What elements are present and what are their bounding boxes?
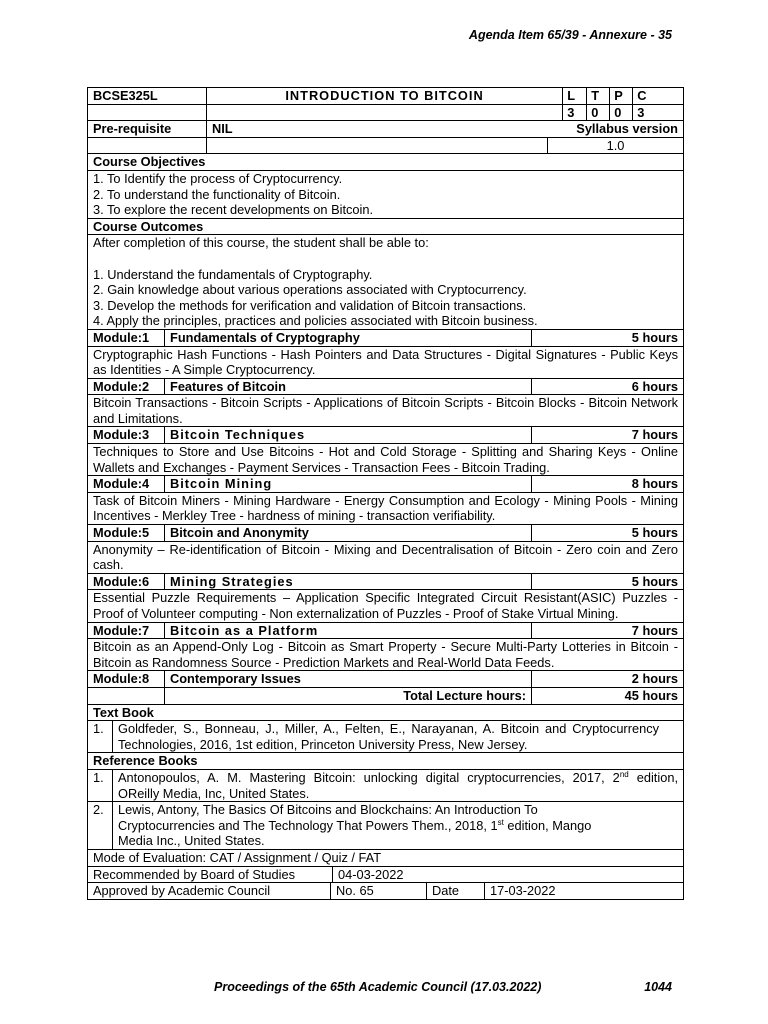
empty-cell: [88, 138, 206, 154]
board-date: 04-03-2022: [332, 867, 683, 883]
module-hours: 5 hours: [531, 330, 683, 346]
council-date-label: Date: [426, 883, 484, 899]
textbook-item-text: Goldfeder, S., Bonneau, J., Miller, A., Felten, E., Narayanan, A. Bitcoin and Cryptocurrency Technologies, 2016, 1st edition, Princeton University Press, New Jersey.: [112, 721, 683, 752]
module-label: Module:1: [93, 329, 150, 345]
module-header-row: [88, 622, 683, 639]
module-title: Bitcoin Techniques: [164, 427, 531, 443]
reference-item-number: 1.: [93, 769, 104, 785]
module-content-row: [88, 394, 683, 426]
evaluation-mode: Mode of Evaluation: CAT / Assignment / Quiz / FAT: [93, 849, 382, 865]
module-content-row: [88, 541, 683, 573]
board-row: [88, 866, 683, 883]
agenda-item-header: Agenda Item 65/39 - Annexure - 35: [468, 28, 672, 42]
module-hours: 7 hours: [531, 427, 683, 443]
syllabus-version-row: [88, 137, 683, 154]
ltpc-block: [562, 88, 683, 104]
objective-item: 2. To understand the functionality of Bitcoin.: [93, 186, 341, 202]
module-hours: 8 hours: [531, 476, 683, 492]
reference-text: Lewis, Antony, The Basics Of Bitcoins and Blockchains: An Introduction To Cryptocurrencies and The Technology That Powers Them., 2018, 1: [118, 802, 538, 833]
module-content: Anonymity – Re-identification of Bitcoin - Mixing and Decentralisation of Bitcoin - Zero coin and Zero cash.: [93, 541, 678, 573]
reference-superscript: st: [497, 817, 504, 827]
evaluation-row: [88, 849, 683, 866]
module-hours: 6 hours: [531, 379, 683, 395]
reference-superscript: nd: [619, 769, 629, 779]
empty-cell: [88, 105, 206, 121]
board-label: Recommended by Board of Studies: [93, 866, 296, 882]
module-label: Module:5: [93, 525, 150, 541]
ltpc-label: L: [567, 88, 576, 103]
module-content-row: [88, 589, 683, 621]
module-label: Module:7: [93, 622, 150, 638]
reference-text: edition, Mango Media Inc., United States.: [118, 817, 592, 849]
module-content: Techniques to Store and Use Bitcoins - Hot and Cold Storage - Splitting and Sharing Keys - Online Wallets and Exchanges - Payment Services - Transaction Fees - Bitcoin Trading.: [93, 444, 678, 475]
ltpc-value: 3: [567, 104, 575, 120]
module-content: Task of Bitcoin Miners - Mining Hardware - Energy Consumption and Ecology - Mining Pools - Mining Incentives - Merkley Tree - hardness of mining - transaction verifiability.: [93, 492, 678, 524]
module-hours: 5 hours: [531, 525, 683, 541]
course-title-row: [88, 88, 683, 104]
syllabus-version-value: 1.0: [547, 138, 683, 154]
module-label: Module:3: [93, 427, 150, 443]
objectives-list-row: [88, 170, 683, 218]
total-hours-row: [88, 687, 683, 704]
council-label: Approved by Academic Council: [93, 883, 271, 899]
outcomes-heading-row: [88, 218, 683, 235]
reference-item-row: [88, 769, 683, 801]
prerequisite-label: Pre-requisite: [93, 121, 172, 137]
module-content-row: [88, 638, 683, 670]
objectives-heading-row: [88, 153, 683, 170]
outcome-item: 3. Develop the methods for verification and validation of Bitcoin transactions.: [93, 297, 527, 313]
module-header-row: [88, 573, 683, 590]
prerequisite-row: [88, 120, 683, 137]
module-hours: 7 hours: [531, 623, 683, 639]
outcomes-heading: Course Outcomes: [93, 218, 204, 234]
reference-item-number: 2.: [93, 802, 104, 818]
reference-item-text: [112, 802, 683, 849]
empty-cell: [206, 138, 547, 154]
outcome-item: 2. Gain knowledge about various operations associated with Cryptocurrency.: [93, 282, 527, 298]
module-header-row: [88, 329, 683, 346]
outcomes-list-row: [88, 234, 683, 329]
reference-text: Antonopoulos, A. M. Mastering Bitcoin: unlocking digital cryptocurrencies, 2017, 2: [118, 769, 620, 785]
module-content: Essential Puzzle Requirements – Application Specific Integrated Circuit Resistant(ASIC) Puzzles - Proof of Volunteer computing - Non externalization of Puzzles - Proof of Stake Virtual Mining.: [93, 590, 678, 621]
ltpc-label: P: [609, 88, 632, 104]
reference-item-text: [112, 770, 683, 801]
ltpc-label: C: [632, 88, 655, 104]
total-hours-label: Total Lecture hours:: [164, 688, 531, 704]
objective-item: 3. To explore the recent developments on Bitcoin.: [93, 202, 374, 218]
prerequisite-value: NIL: [206, 121, 548, 137]
empty-cell: [88, 688, 164, 704]
total-hours-value: 45 hours: [531, 688, 683, 704]
council-number: No. 65: [330, 883, 426, 899]
ltpc-values-row: [88, 104, 683, 121]
ltpc-value: 3: [632, 105, 655, 121]
textbook-heading-row: [88, 704, 683, 721]
outcome-item: 4. Apply the principles, practices and policies associated with Bitcoin business.: [93, 313, 538, 329]
module-content-row: [88, 492, 683, 524]
module-header-row: [88, 378, 683, 395]
module-label: Module:8: [93, 671, 150, 687]
ltpc-values-block: [562, 105, 683, 121]
module-title: Contemporary Issues: [164, 671, 531, 687]
textbook-heading: Text Book: [93, 704, 154, 720]
page-number: 1044: [644, 980, 672, 994]
syllabus-version-label: Syllabus version: [576, 121, 678, 137]
module-header-row: [88, 426, 683, 443]
council-row: [88, 882, 683, 899]
module-title: Features of Bitcoin: [164, 379, 531, 395]
module-content: Cryptographic Hash Functions - Hash Pointers and Data Structures - Digital Signatures - Public Keys as Identities - A Simple Cryptocurrency.: [93, 346, 678, 378]
reference-item-row: [88, 801, 683, 849]
syllabus-table: [87, 87, 684, 900]
module-content-row: [88, 346, 683, 378]
ltpc-value: 0: [586, 105, 609, 121]
outcomes-intro: After completion of this course, the student shall be able to:: [93, 235, 429, 251]
module-hours: 2 hours: [531, 671, 683, 687]
module-header-row: [88, 670, 683, 687]
council-date: 17-03-2022: [484, 883, 683, 899]
ltpc-values: [563, 105, 683, 121]
module-title: Fundamentals of Cryptography: [164, 330, 531, 346]
reference-heading-row: [88, 752, 683, 769]
empty-cell: [206, 105, 562, 121]
module-hours: 5 hours: [531, 574, 683, 590]
module-header-row: [88, 475, 683, 492]
objectives-heading: Course Objectives: [93, 154, 206, 170]
blank-line: [93, 251, 678, 267]
module-label: Module:6: [93, 573, 150, 589]
module-label: Module:2: [93, 378, 150, 394]
objective-item: 1. To Identify the process of Cryptocurrency.: [93, 170, 343, 186]
ltpc-label: T: [586, 88, 609, 104]
module-title: Mining Strategies: [164, 574, 531, 590]
textbook-item-row: [88, 720, 683, 752]
module-title: Bitcoin Mining: [164, 476, 531, 492]
textbook-item-number: 1.: [93, 721, 104, 737]
reference-heading: Reference Books: [93, 753, 198, 769]
outcomes-list: [88, 235, 683, 329]
proceedings-footer: Proceedings of the 65th Academic Council (17.03.2022): [214, 980, 542, 994]
module-title: Bitcoin as a Platform: [164, 623, 531, 639]
ltpc-value: 0: [609, 105, 632, 121]
objectives-list: [88, 171, 683, 218]
module-title: Bitcoin and Anonymity: [164, 525, 531, 541]
outcome-item: 1. Understand the fundamentals of Cryptography.: [93, 266, 373, 282]
module-content: Bitcoin as an Append-Only Log - Bitcoin as Smart Property - Secure Multi-Party Lotteries in Bitcoin - Bitcoin as Randomness Source - Prediction Markets and Real-World Data Feeds.: [93, 639, 678, 670]
module-content-row: [88, 443, 683, 475]
module-header-row: [88, 524, 683, 541]
module-label: Module:4: [93, 476, 150, 492]
reference-text: edition, OReilly Media, Inc, United States.: [118, 769, 679, 801]
module-content: Bitcoin Transactions - Bitcoin Scripts - Applications of Bitcoin Scripts - Bitcoin Blocks - Bitcoin Network and Limitations.: [93, 395, 678, 426]
course-title: INTRODUCTION TO BITCOIN: [206, 88, 562, 104]
ltpc-labels: [563, 88, 683, 104]
course-code: BCSE325L: [93, 88, 158, 103]
